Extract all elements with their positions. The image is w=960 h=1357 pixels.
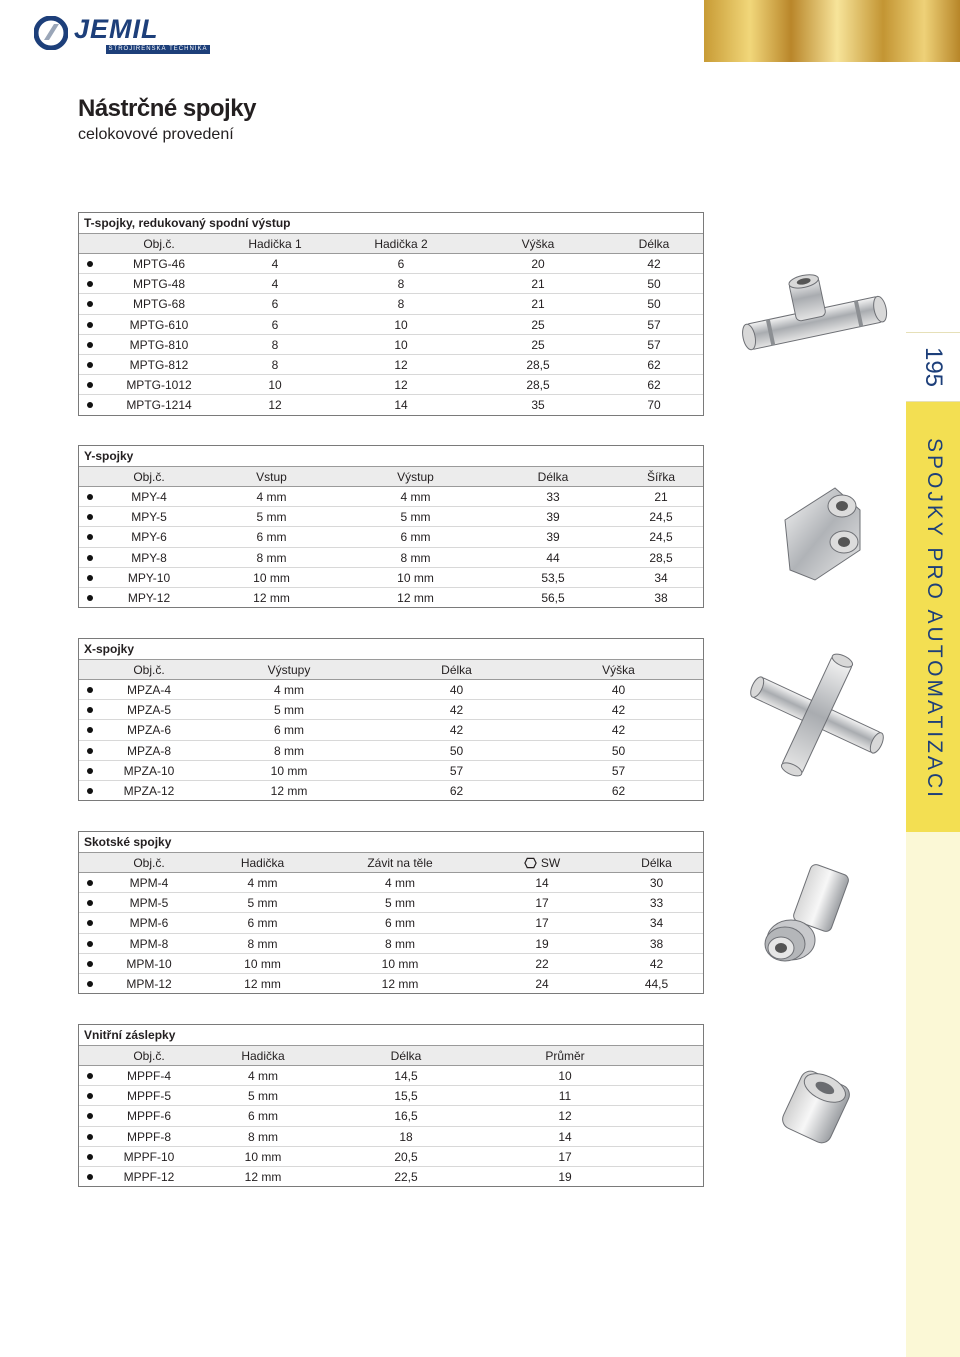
table-cell: 8: [397, 297, 405, 312]
bullet-icon: [79, 873, 99, 892]
table-cell: 14: [394, 398, 408, 413]
bullet-icon: [79, 395, 99, 414]
column-header: Délka: [641, 856, 672, 870]
table-cell: 28,5: [526, 378, 550, 393]
table-row: [79, 1065, 703, 1085]
column-header: Výška: [521, 237, 555, 251]
table-cell: 14: [558, 1129, 572, 1144]
table-cell: 20: [531, 257, 545, 271]
table-cell: 17: [535, 916, 549, 931]
table-cell: 70: [647, 398, 661, 413]
bullet-icon: [79, 741, 99, 760]
table-row: [79, 872, 703, 892]
column-header: Vstup: [256, 470, 287, 484]
table-row: [79, 394, 703, 414]
logo-subtitle: STROJIRENSKÁ TECHNIKA: [106, 45, 210, 54]
table-cell: 39: [546, 530, 560, 545]
column-header: Hadička: [241, 1049, 285, 1063]
bullet-icon: [79, 680, 99, 699]
table-row: [79, 760, 703, 780]
table-cell: 42: [647, 257, 661, 271]
table-cell: 38: [649, 936, 664, 951]
table-cell: 12 mm: [270, 783, 308, 798]
product-code-cell: MPTG-610: [129, 317, 189, 332]
product-code-cell: MPZA-10: [123, 763, 175, 778]
table-row: [79, 354, 703, 374]
table-cell: 17: [558, 1149, 572, 1164]
bullet-icon: [79, 315, 99, 334]
table-x-spojky: [78, 638, 704, 801]
column-header: Obj.č.: [133, 663, 165, 677]
header-spacer: [79, 853, 99, 872]
table-row: [79, 334, 703, 354]
table-skotske-spojky: [78, 831, 704, 994]
table-row: [79, 1105, 703, 1125]
table-row: [79, 314, 703, 334]
table-cell: 62: [647, 357, 661, 372]
bullet-icon: [79, 1127, 99, 1146]
product-code-cell: MPZA-6: [126, 723, 171, 738]
table-cell: 33: [546, 490, 560, 504]
table-cell: 57: [449, 763, 464, 778]
table-cell: 6 mm: [256, 530, 287, 545]
column-header: Obj.č.: [133, 470, 165, 484]
bullet-icon: [79, 274, 99, 293]
table-cell: 5 mm: [247, 896, 278, 911]
section-title-vertical: SPOJKY PRO AUTOMATIZACI: [923, 438, 946, 800]
jemil-logo-icon: [34, 16, 68, 50]
product-code-cell: MPY-4: [131, 490, 167, 504]
column-header: Výstup: [397, 470, 434, 484]
table-cell: 5 mm: [274, 703, 304, 718]
table-cell: 33: [649, 896, 664, 911]
table-cell: 35: [531, 398, 545, 413]
table-cell: 21: [531, 277, 545, 292]
column-header: Obj.č.: [133, 856, 165, 870]
product-code-cell: MPTG-1214: [126, 398, 192, 413]
bullet-icon: [79, 548, 99, 567]
bullet-icon: [79, 335, 99, 354]
table-row: [79, 892, 703, 912]
table-cell: 5 mm: [400, 510, 431, 525]
table-header-row: [79, 233, 703, 253]
product-code-cell: MPY-10: [127, 570, 171, 585]
product-code-cell: MPPF-12: [123, 1169, 175, 1184]
product-code-cell: MPM-12: [126, 976, 172, 991]
product-code-cell: MPY-8: [131, 550, 167, 565]
table-title: Skotské spojky: [79, 832, 703, 852]
table-cell: 18: [399, 1129, 413, 1144]
table-cell: 28,5: [649, 550, 673, 565]
table-cell: 8: [271, 357, 279, 372]
table-cell: 12 mm: [244, 1169, 282, 1184]
table-cell: 8 mm: [274, 743, 304, 758]
bullet-icon: [79, 954, 99, 973]
product-code-cell: MPTG-810: [129, 337, 189, 352]
table-cell: 39: [546, 510, 560, 525]
plug-image: [776, 1066, 856, 1156]
table-cell: 25: [531, 317, 545, 332]
table-cell: 57: [647, 317, 661, 332]
page-header: [0, 0, 960, 62]
bullet-icon: [79, 294, 99, 313]
table-cell: 8 mm: [247, 936, 278, 951]
table-cell: 12: [394, 378, 408, 393]
column-header: Výstupy: [267, 663, 311, 677]
table-cell: 17: [535, 896, 549, 911]
y-coupling-image: [760, 480, 870, 590]
table-cell: 50: [449, 743, 464, 758]
table-cell: 30: [649, 876, 664, 890]
table-cell: 22: [535, 956, 549, 971]
column-header: Výška: [602, 663, 635, 677]
table-row: [79, 973, 703, 993]
table-cell: 8 mm: [385, 936, 415, 951]
table-row: [79, 374, 703, 394]
table-cell: 6: [271, 297, 279, 312]
table-cell: 4 mm: [385, 876, 415, 890]
table-cell: 5 mm: [256, 510, 287, 525]
table-row: [79, 486, 703, 506]
table-title: X-spojky: [79, 639, 703, 659]
table-row: [79, 780, 703, 800]
table-row: [79, 679, 703, 699]
table-cell: 12 mm: [244, 976, 281, 991]
table-title: T-spojky, redukovaný spodní výstup: [79, 213, 703, 233]
table-cell: 4: [271, 257, 279, 271]
table-cell: 10 mm: [244, 956, 281, 971]
table-cell: 6 mm: [248, 1109, 278, 1124]
table-cell: 24: [535, 976, 549, 991]
table-cell: 21: [654, 490, 668, 504]
table-title: Vnitřní záslepky: [79, 1025, 703, 1045]
table-cell: 6: [271, 317, 279, 332]
column-header: Délka: [638, 237, 670, 251]
header-brass-photo: [704, 0, 960, 62]
table-cell: 12 mm: [253, 590, 290, 605]
table-cell: 40: [611, 683, 626, 697]
product-code-cell: MPM-4: [129, 876, 169, 890]
column-header: Obj.č.: [133, 1049, 165, 1063]
table-cell: 38: [654, 590, 668, 605]
table-cell: 10 mm: [397, 570, 434, 585]
table-cell: 16,5: [394, 1109, 418, 1124]
bullet-icon: [79, 527, 99, 546]
table-cell: 11: [558, 1089, 572, 1104]
bullet-icon: [79, 487, 99, 506]
table-cell: 6 mm: [274, 723, 304, 738]
table-cell: 5 mm: [248, 1089, 278, 1104]
product-code-cell: MPPF-5: [126, 1089, 171, 1104]
table-header-row: [79, 1045, 703, 1065]
bullet-icon: [79, 254, 99, 273]
product-code-cell: MPZA-4: [126, 683, 171, 697]
logo-text: JEMIL: [74, 14, 159, 44]
column-header: Hadička: [240, 856, 285, 870]
table-row: [79, 1126, 703, 1146]
table-cell: 53,5: [541, 570, 565, 585]
table-cell: 12: [558, 1109, 572, 1124]
column-header: Hadička 1: [248, 237, 302, 251]
table-cell: 4 mm: [247, 876, 278, 890]
table-cell: 24,5: [649, 530, 673, 545]
product-code-cell: MPY-12: [127, 590, 171, 605]
product-code-cell: MPY-5: [131, 510, 167, 525]
table-cell: 8 mm: [400, 550, 431, 565]
table-cell: 6 mm: [385, 916, 415, 931]
product-code-cell: MPPF-6: [126, 1109, 171, 1124]
table-row: [79, 526, 703, 546]
bullet-icon: [79, 588, 99, 607]
table-cell: 50: [647, 277, 661, 292]
table-cell: 20,5: [394, 1149, 418, 1164]
product-code-cell: MPTG-812: [129, 357, 189, 372]
side-strip-top: [906, 62, 960, 332]
table-row: [79, 719, 703, 739]
bullet-icon: [79, 913, 99, 932]
table-header-row: [79, 852, 703, 872]
bullet-icon: [79, 1147, 99, 1166]
table-row: [79, 547, 703, 567]
table-row: [79, 253, 703, 273]
table-cell: 50: [647, 297, 661, 312]
t-coupling-image: [740, 270, 890, 380]
column-header: Závit na těle: [367, 856, 433, 870]
table-y-spojky: [78, 445, 704, 608]
hexagon-wrench-size-icon: [524, 857, 537, 869]
page-number: 195: [920, 346, 947, 388]
table-row: [79, 506, 703, 526]
bullet-icon: [79, 974, 99, 993]
table-cell: 34: [654, 570, 668, 585]
table-cell: 25: [531, 337, 545, 352]
table-cell: 42: [611, 723, 626, 738]
column-header: [474, 853, 610, 872]
table-cell: 6 mm: [247, 916, 278, 931]
table-cell: 4 mm: [274, 683, 304, 697]
table-row: [79, 953, 703, 973]
table-vnitrni-zaslepky: [78, 1024, 704, 1187]
product-code-cell: MPTG-46: [132, 257, 185, 271]
table-cell: 21: [531, 297, 545, 312]
header-spacer: [79, 234, 99, 253]
table-cell: 19: [558, 1169, 572, 1184]
table-cell: 44,5: [644, 976, 669, 991]
table-header-row: [79, 659, 703, 679]
table-cell: 62: [449, 783, 464, 798]
table-cell: 44: [546, 550, 560, 565]
table-cell: 4 mm: [248, 1069, 278, 1083]
table-cell: 22,5: [394, 1169, 418, 1184]
column-header: Délka: [390, 1049, 422, 1063]
bullet-icon: [79, 507, 99, 526]
table-cell: 4: [271, 277, 279, 292]
table-row: [79, 1166, 703, 1186]
table-cell: 24,5: [649, 510, 673, 525]
table-cell: 10: [268, 378, 282, 393]
product-code-cell: MPPF-4: [126, 1069, 171, 1083]
product-code-cell: MPTG-68: [132, 297, 185, 312]
table-cell: 14,5: [394, 1069, 418, 1083]
table-cell: 62: [647, 378, 661, 393]
header-spacer: [79, 660, 99, 679]
header-spacer: [79, 1046, 99, 1065]
table-cell: 40: [449, 683, 464, 697]
table-row: [79, 567, 703, 587]
bullet-icon: [79, 1086, 99, 1105]
table-row: [79, 912, 703, 932]
table-cell: 4 mm: [400, 490, 431, 504]
table-cell: 42: [649, 956, 664, 971]
table-row: [79, 699, 703, 719]
table-cell: 19: [535, 936, 549, 951]
table-cell: 28,5: [526, 357, 550, 372]
table-cell: 62: [611, 783, 626, 798]
table-cell: 50: [611, 743, 626, 758]
table-cell: 8 mm: [248, 1129, 278, 1144]
table-cell: 10 mm: [381, 956, 419, 971]
table-cell: 6 mm: [400, 530, 431, 545]
table-cell: 10 mm: [244, 1149, 282, 1164]
table-cell: 10: [394, 337, 408, 352]
table-cell: 34: [649, 916, 664, 931]
bullet-icon: [79, 781, 99, 800]
table-cell: 57: [611, 763, 626, 778]
table-cell: 42: [449, 723, 464, 738]
bullet-icon: [79, 893, 99, 912]
page-subtitle: celokovové provedení: [78, 126, 234, 143]
table-cell: 10: [394, 317, 408, 332]
bullet-icon: [79, 1106, 99, 1125]
bullet-icon: [79, 1066, 99, 1085]
bullet-icon: [79, 761, 99, 780]
product-code-cell: MPPF-10: [123, 1149, 175, 1164]
table-cell: 12 mm: [381, 976, 419, 991]
table-row: [79, 587, 703, 607]
table-row: [79, 740, 703, 760]
table-cell: 10 mm: [270, 763, 308, 778]
table-row: [79, 1146, 703, 1166]
table-cell: 56,5: [541, 590, 565, 605]
table-cell: 10: [558, 1069, 572, 1083]
product-code-cell: MPZA-5: [126, 703, 171, 718]
page-title: Nástrčné spojky: [78, 95, 256, 122]
table-cell: 15,5: [394, 1089, 418, 1104]
table-cell: 8: [271, 337, 279, 352]
product-code-cell: MPZA-12: [123, 783, 175, 798]
column-header: Obj.č.: [143, 237, 175, 251]
bullet-icon: [79, 934, 99, 953]
table-cell: 8: [397, 277, 405, 292]
bulkhead-coupling-image: [755, 862, 860, 972]
table-title: Y-spojky: [79, 446, 703, 466]
company-logo[interactable]: [34, 14, 208, 56]
bullet-icon: [79, 700, 99, 719]
product-code-cell: MPM-5: [129, 896, 169, 911]
bullet-icon: [79, 375, 99, 394]
table-cell: 12 mm: [397, 590, 434, 605]
table-cell: 12: [268, 398, 282, 413]
product-code-cell: MPTG-1012: [126, 378, 192, 393]
table-cell: 12: [394, 357, 408, 372]
table-cell: 4 mm: [256, 490, 287, 504]
bullet-icon: [79, 1167, 99, 1186]
bullet-icon: [79, 720, 99, 739]
product-code-cell: MPM-8: [129, 936, 169, 951]
product-code-cell: MPPF-8: [126, 1129, 171, 1144]
table-row: [79, 933, 703, 953]
product-code-cell: MPM-6: [129, 916, 169, 931]
product-code-cell: MPZA-8: [126, 743, 171, 758]
table-row: [79, 1085, 703, 1105]
column-header: Hadička 2: [374, 237, 428, 251]
column-header: Délka: [537, 470, 569, 484]
table-cell: 14: [535, 876, 549, 890]
table-cell: 57: [647, 337, 661, 352]
header-spacer: [79, 467, 99, 486]
column-header: Průměr: [545, 1049, 585, 1063]
column-header: Délka: [441, 663, 472, 677]
column-header: Šířka: [646, 470, 675, 484]
product-code-cell: MPM-10: [126, 956, 172, 971]
table-row: [79, 273, 703, 293]
bullet-icon: [79, 568, 99, 587]
table-t-spojky: [78, 212, 704, 416]
table-cell: 10 mm: [253, 570, 290, 585]
table-cell: 6: [397, 257, 405, 271]
table-row: [79, 293, 703, 313]
product-code-cell: MPTG-48: [132, 277, 185, 292]
table-cell: 42: [449, 703, 464, 718]
table-cell: 5 mm: [385, 896, 415, 911]
table-cell: 8 mm: [256, 550, 287, 565]
table-cell: 42: [611, 703, 626, 718]
table-header-row: [79, 466, 703, 486]
column-header-label: SW: [540, 856, 561, 870]
product-code-cell: MPY-6: [131, 530, 167, 545]
x-coupling-image: [742, 650, 892, 780]
bullet-icon: [79, 355, 99, 374]
